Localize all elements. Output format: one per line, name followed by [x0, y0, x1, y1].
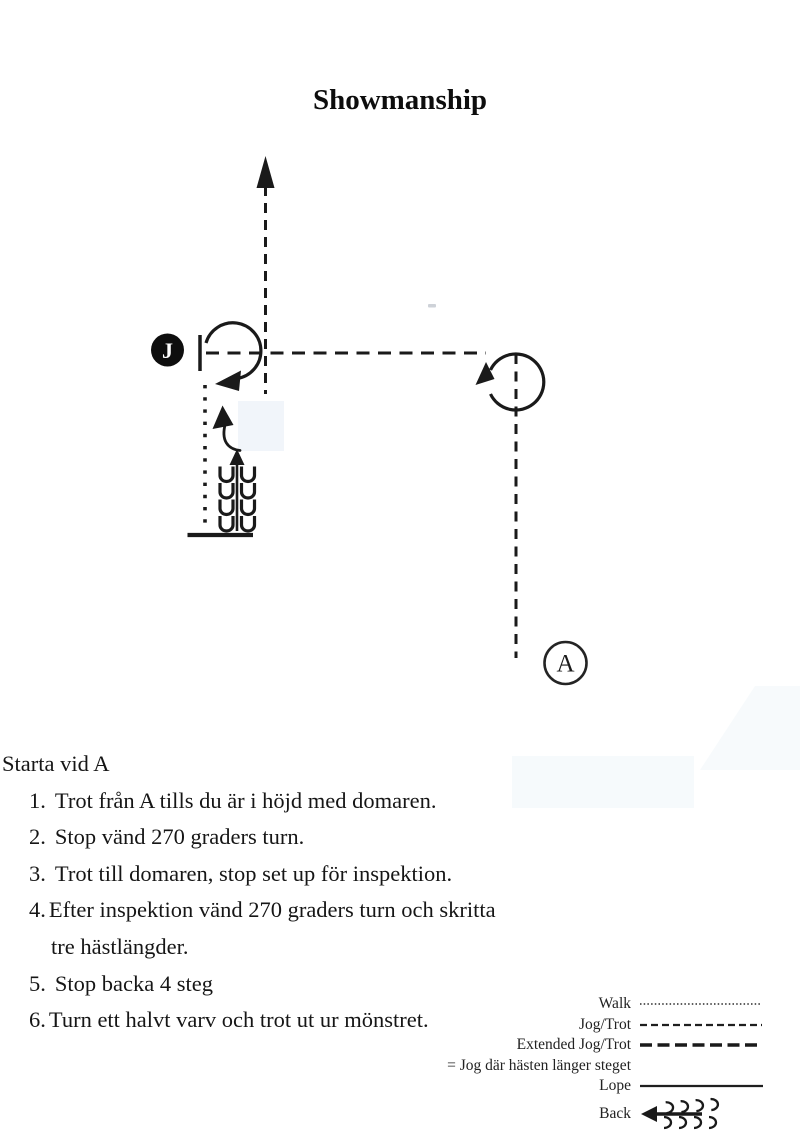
back-up-marks-icon	[220, 449, 255, 531]
walk-line-sample-icon	[638, 1001, 764, 1007]
item-text: Trot till domaren, stop set up för inspektion.	[54, 860, 453, 886]
item-number: 3.	[29, 860, 46, 886]
item-number: 6.	[29, 1007, 46, 1033]
item-number: 2.	[29, 824, 46, 850]
legend-row-extended-jog-trot	[424, 1035, 764, 1056]
instruction-item	[2, 819, 602, 856]
legend-label: Jog/Trot	[579, 1015, 631, 1033]
legend-note-text: = Jog där hästen länger steget	[447, 1056, 631, 1074]
item-text: Turn ett halvt varv och trot ut ur mönstret.	[48, 1007, 429, 1033]
gait-legend	[424, 994, 764, 1131]
instruction-item	[2, 856, 602, 893]
legend-label: Back	[599, 1104, 631, 1122]
legend-row-lope	[424, 1076, 764, 1097]
item-text: Efter inspektion vänd 270 graders turn och skritta	[48, 897, 496, 923]
extended-jog-trot-line-sample-icon	[638, 1041, 764, 1049]
scan-artifact	[428, 304, 436, 308]
item-number: 1.	[29, 787, 46, 813]
item-text: Trot från A tills du är i höjd med domaren.	[54, 787, 437, 813]
item-number: 4.	[29, 897, 46, 923]
legend-row-walk	[424, 994, 764, 1015]
trot-out-arrowhead-icon	[257, 156, 275, 188]
legend-label: Walk	[598, 995, 631, 1013]
item-number: 5.	[29, 970, 46, 996]
back-symbol-sample-icon	[638, 1097, 764, 1131]
page-title: Showmanship	[312, 84, 488, 116]
legend-label: Lope	[599, 1077, 631, 1095]
jog-trot-line-sample-icon	[638, 1022, 764, 1028]
instructions-intro	[2, 746, 602, 783]
judge-label: J	[162, 338, 173, 363]
legend-row-jog-trot	[424, 1015, 764, 1036]
start-label: A	[556, 650, 575, 678]
half-turn-arrow-icon	[224, 423, 240, 451]
item-text: tre hästlängder.	[51, 933, 189, 959]
turn-270-judge-icon	[206, 323, 261, 379]
instruction-item	[2, 783, 602, 820]
instruction-item	[2, 892, 602, 929]
instruction-item-continuation	[2, 929, 602, 966]
item-text: Stop vänd 270 graders turn.	[54, 824, 305, 850]
half-turn-arrowhead-icon	[213, 406, 234, 430]
lope-line-sample-icon	[638, 1083, 764, 1089]
legend-label: Extended Jog/Trot	[516, 1036, 631, 1054]
legend-row-extended-note	[424, 1056, 764, 1077]
scan-artifact	[700, 686, 800, 770]
intro-text: Starta vid A	[2, 751, 110, 776]
turn-270-judge-arrowhead-icon	[215, 371, 241, 392]
item-text: Stop backa 4 steg	[54, 970, 213, 996]
scan-artifact	[238, 401, 284, 451]
legend-row-back	[424, 1097, 764, 1131]
